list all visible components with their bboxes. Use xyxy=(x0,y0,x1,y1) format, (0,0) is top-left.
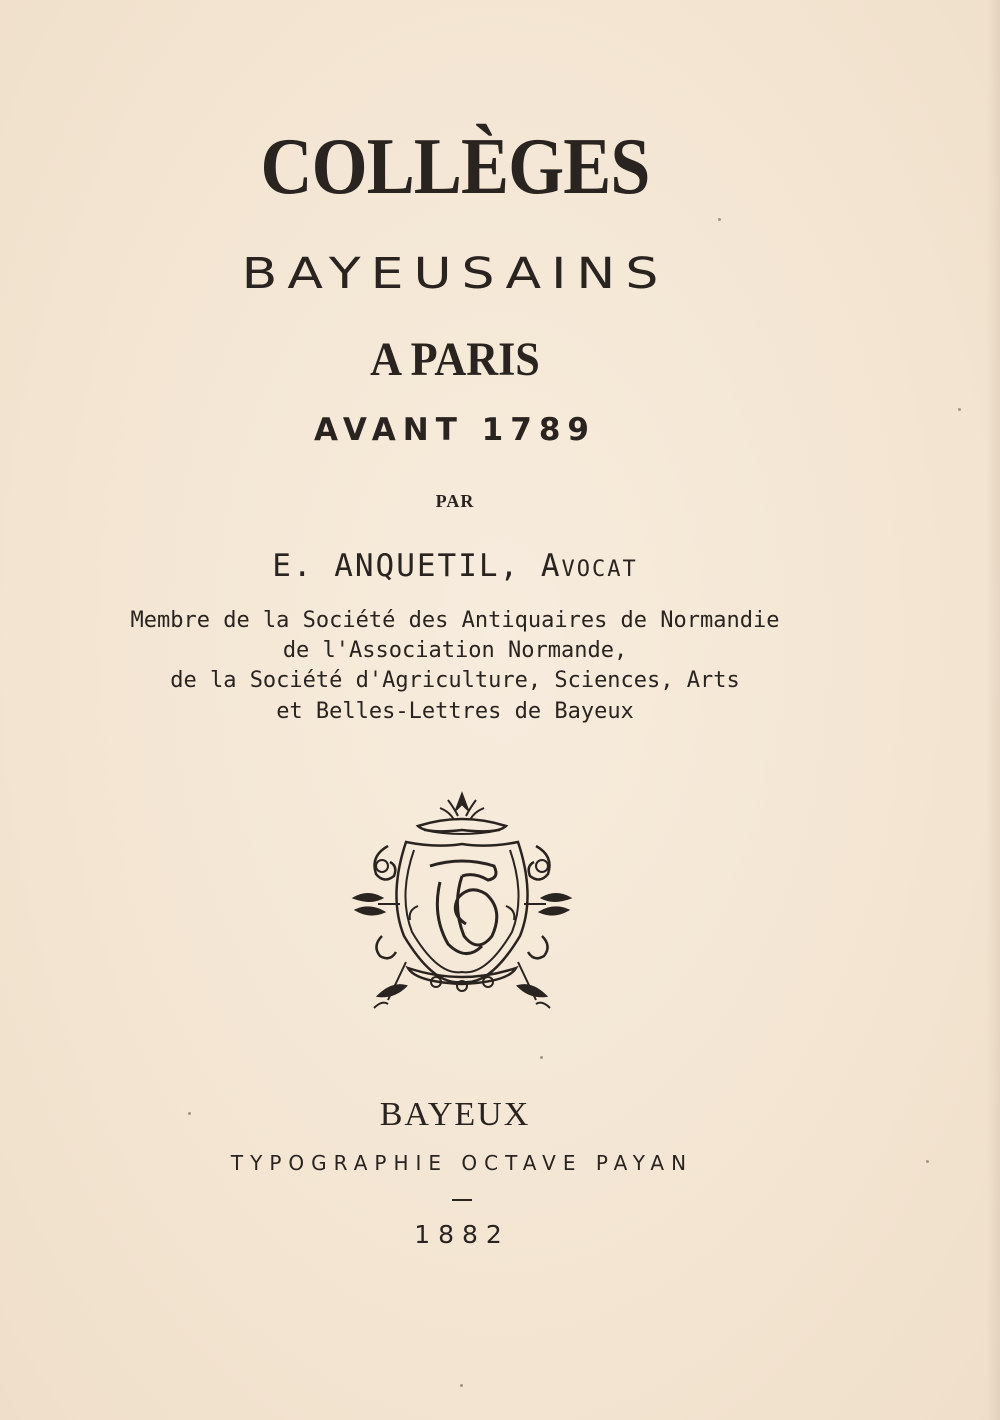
affiliation-line: et Belles-Lettres de Bayeux xyxy=(276,699,634,724)
by-label: PAR xyxy=(435,491,475,511)
publication-city: BAYEUX xyxy=(379,1096,531,1133)
publication-year: 1882 xyxy=(414,1220,510,1249)
affiliation-line: de l'Association Normande, xyxy=(282,638,628,663)
affiliation-line: de la Société d'Agriculture, Sciences, Arts xyxy=(170,668,740,693)
paper-speck xyxy=(460,1384,463,1387)
book-title: COLLÈGES xyxy=(260,123,650,211)
separator-dash xyxy=(452,1199,472,1201)
paper-speck xyxy=(540,1056,543,1059)
author-line xyxy=(0,548,910,584)
subtitle-line-3: AVANT 1789 xyxy=(314,412,596,448)
paper-speck xyxy=(958,408,961,411)
paper-speck xyxy=(926,1160,929,1163)
printer-name: TYPOGRAPHIE OCTAVE PAYAN xyxy=(230,1151,694,1175)
affiliation-line: Membre de la Société des Antiquaires de Normandie xyxy=(130,608,780,633)
page-edge-shadow xyxy=(986,0,1000,1420)
paper-speck xyxy=(188,1112,191,1115)
subtitle-line-1: BAYEUSAINS xyxy=(241,249,669,299)
author-name: E. ANQUETIL, xyxy=(272,548,521,584)
subtitle-line-2: A PARIS xyxy=(370,333,540,386)
author-role: Avocat xyxy=(540,548,638,584)
paper-speck xyxy=(718,218,721,221)
printer-monogram-emblem-icon xyxy=(348,786,576,1018)
